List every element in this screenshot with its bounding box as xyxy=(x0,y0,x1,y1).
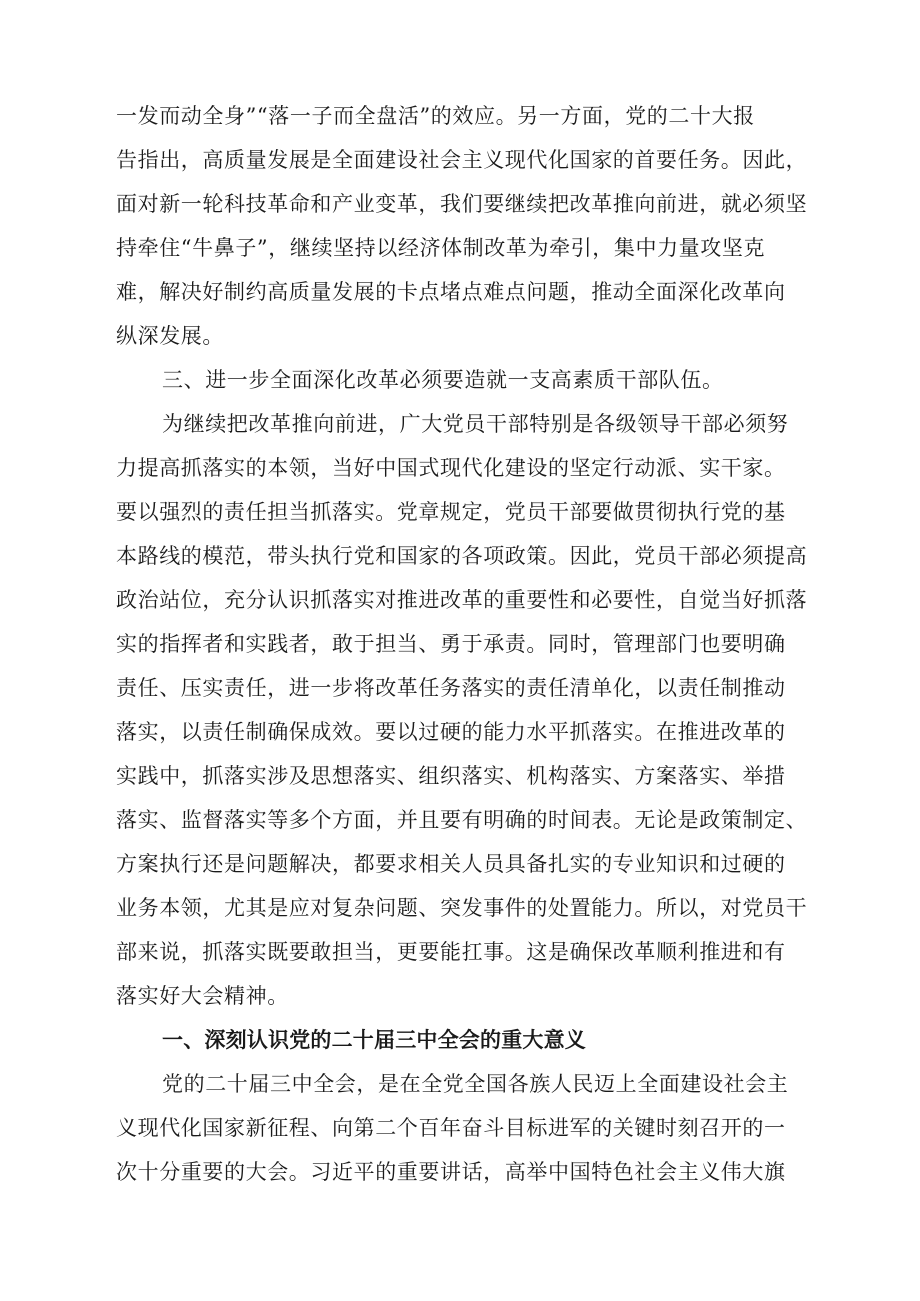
paragraph-line: 难，解决好制约高质量发展的卡点堵点难点问题，推动全面深化改革向 xyxy=(116,280,786,304)
paragraph-line: 政治站位，充分认识抓落实对推进改革的重要性和必要性，自觉当好抓落 xyxy=(116,588,808,612)
paragraph-line: 实践中，抓落实涉及思想落实、组织落实、机构落实、方案落实、举措 xyxy=(116,764,786,788)
paragraph-line: 告指出，高质量发展是全面建设社会主义现代化国家的首要任务。因此， xyxy=(116,148,808,172)
paragraph-line: 业务本领，尤其是应对复杂问题、突发事件的处置能力。所以，对党员干 xyxy=(116,896,808,920)
paragraph-line: 为继续把改革推向前进，广大党员干部特别是各级领导干部必须努 xyxy=(162,412,789,436)
paragraph-line: 本路线的模范，带头执行党和国家的各项政策。因此，党员干部必须提高 xyxy=(116,544,808,568)
paragraph-line: 落实好大会精神。 xyxy=(116,984,289,1008)
paragraph-line: 方案执行还是问题解决，都要求相关人员具备扎实的专业知识和过硬的 xyxy=(116,852,786,876)
paragraph-line: 面对新一轮科技革命和产业变革，我们要继续把改革推向前进，就必须坚 xyxy=(116,192,808,216)
paragraph-line: 纵深发展。 xyxy=(116,324,224,348)
paragraph-line: 义现代化国家新征程、向第二个百年奋斗目标进军的关键时刻召开的一 xyxy=(116,1116,786,1140)
paragraph-line: 次十分重要的大会。习近平的重要讲话，高举中国特色社会主义伟大旗 xyxy=(116,1160,786,1184)
paragraph-line: 落实、监督落实等多个方面，并且要有明确的时间表。无论是政策制定、 xyxy=(116,808,808,832)
section-heading-three: 三、进一步全面深化改革必须要造就一支高素质干部队伍。 xyxy=(162,368,724,392)
paragraph-line: 党的二十届三中全会，是在全党全国各族人民迈上全面建设社会主 xyxy=(162,1072,789,1096)
paragraph-line: 要以强烈的责任担当抓落实。党章规定，党员干部要做贯彻执行党的基 xyxy=(116,500,786,524)
paragraph-line: 实的指挥者和实践者，敢于担当、勇于承责。同时，管理部门也要明确 xyxy=(116,632,786,656)
paragraph-line: 落实，以责任制确保成效。要以过硬的能力水平抓落实。在推进改革的 xyxy=(116,720,786,744)
section-heading-one: 一、深刻认识党的二十届三中全会的重大意义 xyxy=(162,1028,586,1052)
paragraph-line: 持牵住“牛鼻子”，继续坚持以经济体制改革为牵引，集中力量攻坚克 xyxy=(116,236,766,260)
paragraph-line: 责任、压实责任，进一步将改革任务落实的责任清单化，以责任制推动 xyxy=(116,676,786,700)
paragraph-line: 力提高抓落实的本领，当好中国式现代化建设的坚定行动派、实干家。 xyxy=(116,456,786,480)
paragraph-line: 部来说，抓落实既要敢担当，更要能扛事。这是确保改革顺利推进和有 xyxy=(116,940,786,964)
paragraph-line: 一发而动全身”“落一子而全盘活”的效应。另一方面，党的二十大报 xyxy=(116,104,755,128)
